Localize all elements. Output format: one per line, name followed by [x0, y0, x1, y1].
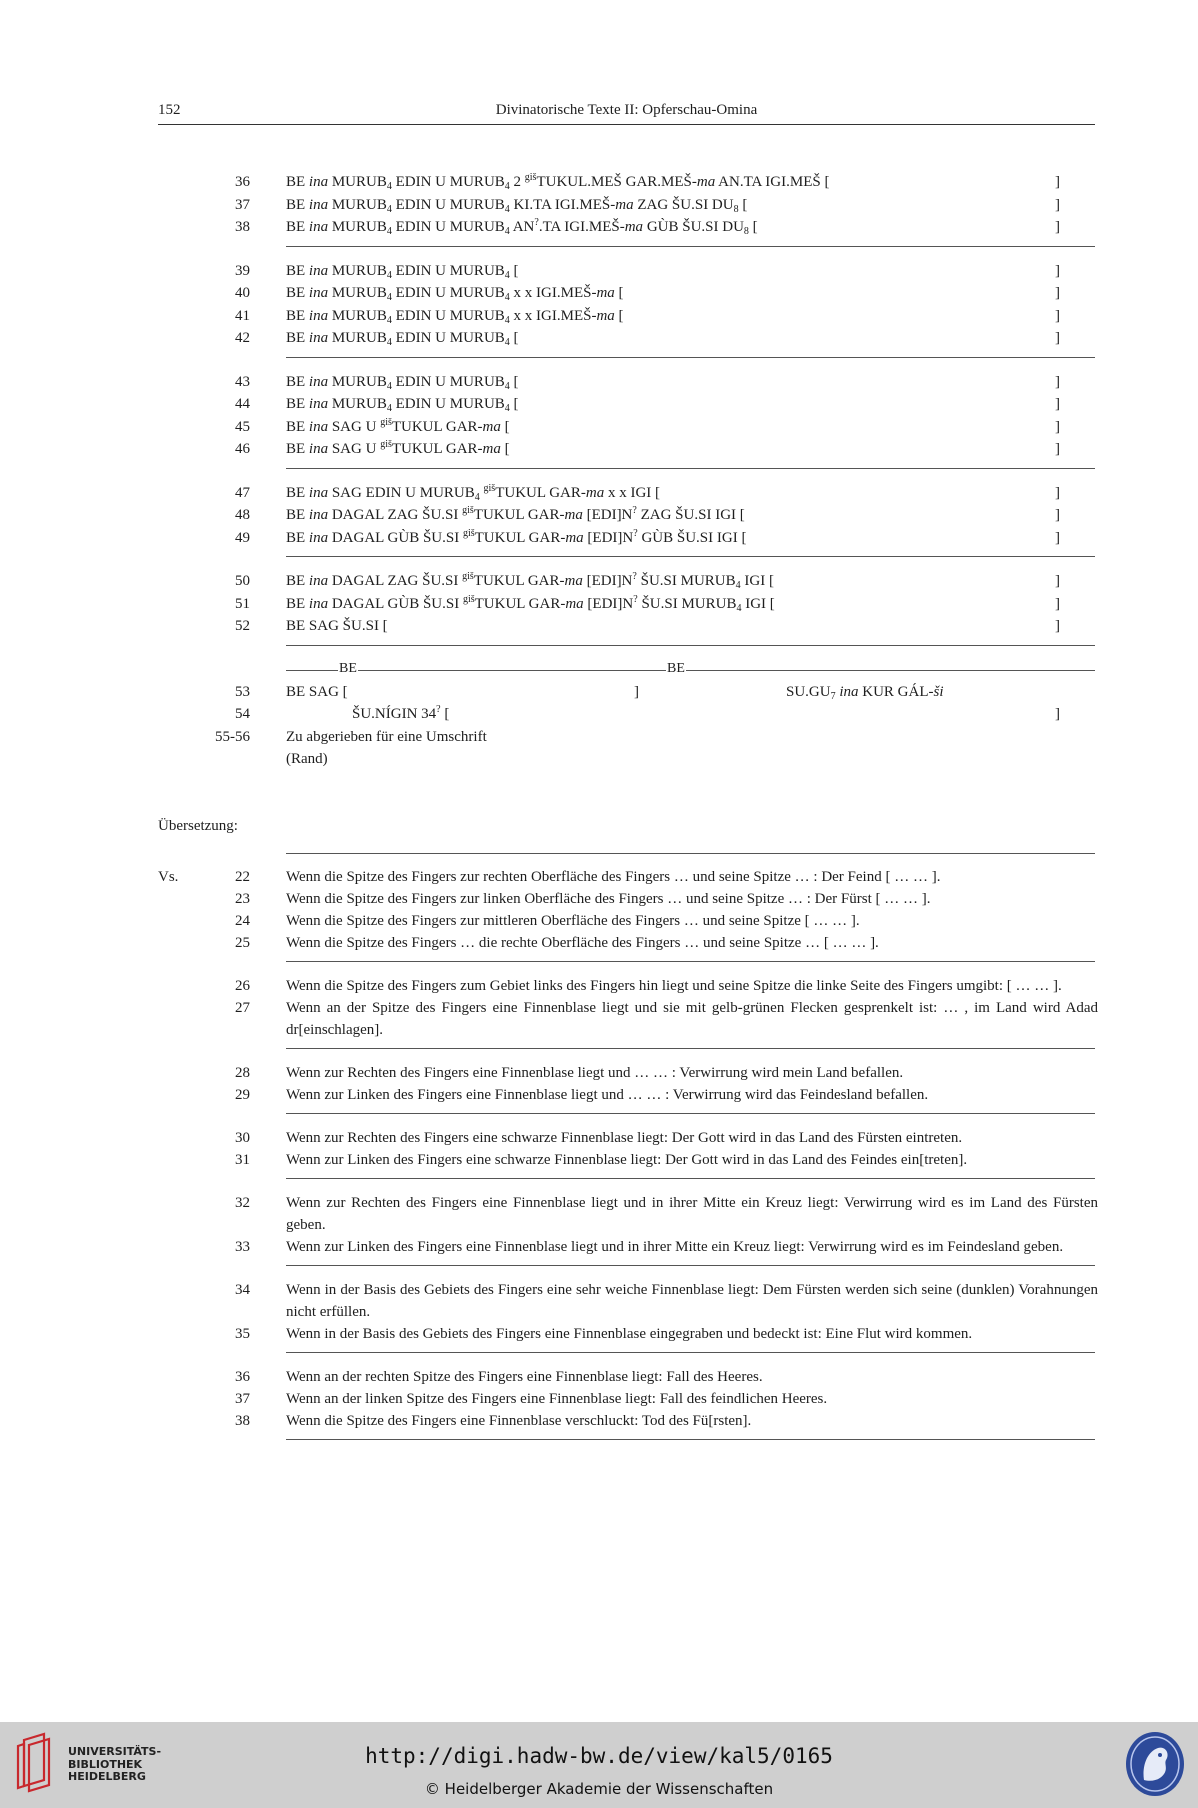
page-number: 152 — [158, 102, 181, 118]
line-text: BE ina SAG U $^{giš}$TUKUL GAR-ma [ — [286, 439, 510, 457]
translation-line — [158, 1062, 1098, 1084]
closing-bracket: ] — [1055, 174, 1060, 190]
transliteration-line — [158, 416, 1095, 439]
transliteration-line — [158, 305, 1095, 328]
transliteration-line — [158, 282, 1095, 305]
translation-line — [158, 1279, 1098, 1323]
line-number: 33 — [235, 1239, 250, 1255]
closing-bracket: ] — [1055, 507, 1060, 523]
line-number: 38 — [235, 1413, 250, 1429]
line-text: Wenn die Spitze des Fingers … die rechte Oberfläche des Fingers … und seine Spitze … [ … … ]. — [286, 935, 879, 951]
line-text: BE ina $MURUB_4$ EDIN U $MURUB_4$ [ — [286, 330, 519, 348]
line-number: 23 — [235, 891, 250, 907]
translation-line — [158, 888, 1098, 910]
line-text: BE SAG ŠU.SI [ — [286, 618, 388, 634]
line-text: Wenn zur Rechten des Fingers eine schwarze Finnenblase liegt: Der Gott wird in das Land des Fürsten eintreten. — [286, 1130, 963, 1146]
line-text: BE ina $MURUB_4$ EDIN U $MURUB_4$ KI.TA IGI.MEŠ-ma ZAG ŠU.SI $DU_8$ [ — [286, 196, 748, 215]
line-text: BE ina $MURUB_4$ EDIN U $MURUB_4$ x x IGI.MEŠ-ma [ — [286, 307, 624, 326]
line-number: 28 — [235, 1065, 250, 1081]
line-text: Wenn zur Linken des Fingers eine Finnenblase liegt und in ihrer Mitte ein Kreuz liegt: Verwirrung wird es im Feindesland geben. — [286, 1239, 1064, 1255]
divider — [286, 645, 1095, 646]
line-number: 36 — [235, 1369, 250, 1385]
closing-bracket: ] — [1055, 595, 1060, 612]
line-number: 48 — [235, 507, 250, 523]
transliteration-line — [158, 504, 1095, 527]
closing-bracket: ] — [1055, 706, 1060, 722]
line-text: BE ina SAG U $^{giš}$TUKUL GAR-ma [ — [286, 416, 510, 435]
translation-line — [158, 997, 1098, 1041]
closing-bracket: ] — [1055, 573, 1060, 589]
line-text: BE ina DAGAL ZAG ŠU.SI $^{giš}$TUKUL GAR-ma [EDI]N? ŠU.SI $MURUB_4$ IGI [ — [286, 571, 774, 591]
translation-line — [158, 1323, 1098, 1345]
line-text: Wenn zur Linken des Fingers eine Finnenblase liegt und … … : Verwirrung wird das Feindesland befallen. — [286, 1087, 929, 1103]
closing-bracket: ] — [1055, 330, 1060, 346]
translation-line — [158, 910, 1098, 932]
translation-heading: Übersetzung: — [158, 818, 238, 834]
catchline — [286, 659, 1095, 681]
line-text: Wenn an der linken Spitze des Fingers eine Finnenblase liegt: Fall des feindlichen Heeres. — [286, 1391, 828, 1407]
line-text: Wenn zur Rechten des Fingers eine Finnenblase liegt und in ihrer Mitte ein Kreuz liegt: Verwirrung wird es im Land des Fürsten geben. — [286, 1195, 1098, 1233]
transliteration-line — [158, 194, 1095, 217]
line-text: Wenn in der Basis des Gebiets des Fingers eine Finnenblase eingegraben und bedeckt ist: Eine Flut wird kommen. — [286, 1326, 973, 1342]
line-number: 55-56 — [215, 728, 250, 745]
divider — [286, 556, 1095, 557]
translation-line — [158, 1410, 1098, 1432]
closing-bracket: ] — [1055, 529, 1060, 546]
line-text: ŠU.NÍGIN 34? [ — [352, 704, 450, 722]
line-number: 26 — [235, 978, 250, 994]
closing-bracket: ] — [1055, 373, 1060, 390]
line-text: BE ina $MURUB_4$ EDIN U $MURUB_4$ AN?.TA IGI.MEŠ-ma GÙB ŠU.SI $DU_8$ [ — [286, 217, 758, 237]
divider — [286, 468, 1095, 469]
line-text: BE ina $MURUB_4$ EDIN U $MURUB_4$ [ — [286, 262, 519, 281]
line-text: BE ina $MURUB_4$ EDIN U $MURUB_4$ x x IGI.MEŠ-ma [ — [286, 285, 624, 303]
closing-bracket: ] — [634, 683, 639, 700]
transliteration-line — [158, 438, 1095, 461]
divider — [286, 1178, 1095, 1179]
line-number: 54 — [235, 706, 250, 722]
translation-line — [158, 1192, 1098, 1236]
transliteration-line — [158, 482, 1095, 505]
closing-bracket: ] — [1055, 418, 1060, 435]
line-number: 35 — [235, 1326, 250, 1342]
transliteration-line — [158, 371, 1095, 394]
line-text: Zu abgerieben für eine Umschrift — [286, 728, 487, 745]
line-text: Wenn zur Rechten des Fingers eine Finnenblase liegt und … … : Verwirrung wird mein Land befallen. — [286, 1065, 904, 1081]
line-number: 24 — [235, 913, 250, 929]
line-text: BE ina $MURUB_4$ EDIN U $MURUB_4$ 2 $^{giš}$TUKUL.MEŠ GAR.MEŠ-ma AN.TA IGI.MEŠ [ — [286, 172, 830, 192]
divider — [286, 357, 1095, 358]
line-number: 46 — [235, 441, 250, 457]
line-text: BE ina $MURUB_4$ EDIN U $MURUB_4$ [ — [286, 373, 519, 392]
line-number: 51 — [235, 595, 250, 612]
translation-line — [158, 1149, 1098, 1171]
line-number: 53 — [235, 683, 250, 700]
transliteration-line — [158, 327, 1095, 350]
line-number: 45 — [235, 418, 250, 435]
academy-seal-icon — [1122, 1728, 1188, 1804]
line-number: 39 — [235, 262, 250, 279]
closing-bracket: ] — [1055, 196, 1060, 213]
transliteration-line — [158, 393, 1095, 416]
source-url[interactable]: http://digi.hadw-bw.de/view/kal5/0165 — [365, 1744, 833, 1768]
divider — [286, 1048, 1095, 1049]
line-text: BE ina $MURUB_4$ EDIN U $MURUB_4$ [ — [286, 396, 519, 414]
line-number: 25 — [235, 935, 250, 951]
line-number: 22 — [235, 869, 250, 885]
transliteration-line — [158, 726, 1095, 749]
line-number: 44 — [235, 396, 250, 412]
transliteration-line — [158, 570, 1095, 593]
transliteration-line — [158, 703, 1095, 726]
closing-bracket: ] — [1055, 285, 1060, 301]
line-text: BE SAG [ — [286, 683, 348, 700]
divider — [286, 1265, 1095, 1266]
line-number: 30 — [235, 1130, 250, 1146]
divider — [286, 1113, 1095, 1114]
line-number: 52 — [235, 618, 250, 634]
closing-bracket: ] — [1055, 618, 1060, 634]
line-text: Wenn die Spitze des Fingers zur rechten Oberfläche des Fingers … und seine Spitze … : Der Feind [ … … ]. — [286, 869, 941, 885]
line-text: Wenn in der Basis des Gebiets des Fingers eine sehr weiche Finnenblase liegt: Dem Fürsten werden sich seine (dunklen) Vorahnungen nicht erfüllen. — [286, 1282, 1098, 1320]
divider — [286, 1352, 1095, 1353]
transliteration-line — [158, 748, 1095, 771]
line-text: $SU.GU_7$ ina KUR GÁL-ši — [786, 683, 944, 702]
line-number: 37 — [235, 1391, 250, 1407]
translation-line — [158, 932, 1098, 954]
divider — [286, 246, 1095, 247]
translation-line — [158, 1084, 1098, 1106]
library-name: UNIVERSITÄTS- BIBLIOTHEK HEIDELBERG — [68, 1745, 162, 1783]
translation-line — [158, 1127, 1098, 1149]
line-number: 29 — [235, 1087, 250, 1103]
transliteration-line — [158, 681, 1095, 704]
line-text: Wenn die Spitze des Fingers eine Finnenblase verschluckt: Tod des Fü[rsten]. — [286, 1413, 752, 1429]
divider — [286, 853, 1095, 854]
line-number: 27 — [235, 1000, 250, 1016]
line-text: (Rand) — [286, 751, 328, 767]
line-number: 38 — [235, 219, 250, 235]
translation-line — [158, 1236, 1098, 1258]
transliteration-line — [158, 216, 1095, 239]
page-header — [158, 100, 1095, 125]
transliteration-line — [158, 171, 1095, 194]
transliteration-section — [158, 171, 1095, 771]
catchline-label: BE — [667, 660, 685, 676]
line-number: 40 — [235, 285, 250, 301]
transliteration-line — [158, 527, 1095, 550]
line-text: BE ina DAGAL GÙB ŠU.SI $^{giš}$TUKUL GAR-ma [EDI]N? GÙB ŠU.SI IGI [ — [286, 527, 747, 546]
line-number: 49 — [235, 529, 250, 546]
transliteration-line — [158, 260, 1095, 283]
running-title: Divinatorische Texte II: Opferschau-Omina — [495, 102, 758, 118]
line-number: 42 — [235, 330, 250, 346]
line-number: 43 — [235, 373, 250, 390]
translation-line — [158, 975, 1098, 997]
line-text: BE ina SAG EDIN U $MURUB_4$ $^{giš}$TUKUL GAR-ma x x IGI [ — [286, 482, 661, 503]
side-label: Vs. — [158, 869, 179, 885]
line-number: 31 — [235, 1152, 250, 1168]
line-text: Wenn an der rechten Spitze des Fingers eine Finnenblase liegt: Fall des Heeres. — [286, 1369, 763, 1385]
line-text: Wenn an der Spitze des Fingers eine Finnenblase liegt und sie mit gelb-grünen Flecken gesprenkelt ist: … , im Land wird Adad dr[einschlagen]. — [286, 1000, 1098, 1038]
transliteration-line — [158, 593, 1095, 616]
closing-bracket: ] — [1055, 307, 1060, 324]
closing-bracket: ] — [1055, 441, 1060, 457]
translation-section — [158, 853, 1098, 1453]
line-number: 47 — [235, 484, 250, 501]
line-text: BE ina DAGAL GÙB ŠU.SI $^{giš}$TUKUL GAR-ma [EDI]N? ŠU.SI $MURUB_4$ IGI [ — [286, 593, 775, 614]
line-number: 50 — [235, 573, 250, 589]
translation-line — [158, 866, 1098, 888]
closing-bracket: ] — [1055, 484, 1060, 501]
closing-bracket: ] — [1055, 396, 1060, 412]
line-text: Wenn die Spitze des Fingers zur mittleren Oberfläche des Fingers … und seine Spitze [ … … ]. — [286, 913, 860, 929]
line-number: 36 — [235, 174, 250, 190]
translation-line — [158, 1388, 1098, 1410]
line-number: 37 — [235, 196, 250, 213]
copyright-notice: © Heidelberger Akademie der Wissenschaften — [424, 1780, 774, 1798]
line-number: 32 — [235, 1195, 250, 1211]
footer-bar — [0, 1722, 1198, 1808]
line-text: Wenn die Spitze des Fingers zur linken Oberfläche des Fingers … und seine Spitze … : Der Fürst [ … … ]. — [286, 891, 931, 907]
divider — [286, 961, 1095, 962]
line-text: Wenn die Spitze des Fingers zum Gebiet links des Fingers hin liegt und seine Spitze die linke Seite des Fingers umgibt: [ … … ]. — [286, 978, 1062, 994]
catchline-label: BE — [339, 660, 357, 676]
transliteration-line — [158, 615, 1095, 638]
closing-bracket: ] — [1055, 262, 1060, 279]
catchline-rule — [286, 670, 1095, 671]
line-text: BE ina DAGAL ZAG ŠU.SI $^{giš}$TUKUL GAR-ma [EDI]N? ZAG ŠU.SI IGI [ — [286, 505, 745, 523]
line-text: Wenn zur Linken des Fingers eine schwarze Finnenblase liegt: Der Gott wird in das Land des Feindes ein[treten]. — [286, 1152, 968, 1168]
line-number: 41 — [235, 307, 250, 324]
line-number: 34 — [235, 1282, 250, 1298]
closing-bracket: ] — [1055, 219, 1060, 235]
translation-line — [158, 1366, 1098, 1388]
divider — [286, 1439, 1095, 1440]
